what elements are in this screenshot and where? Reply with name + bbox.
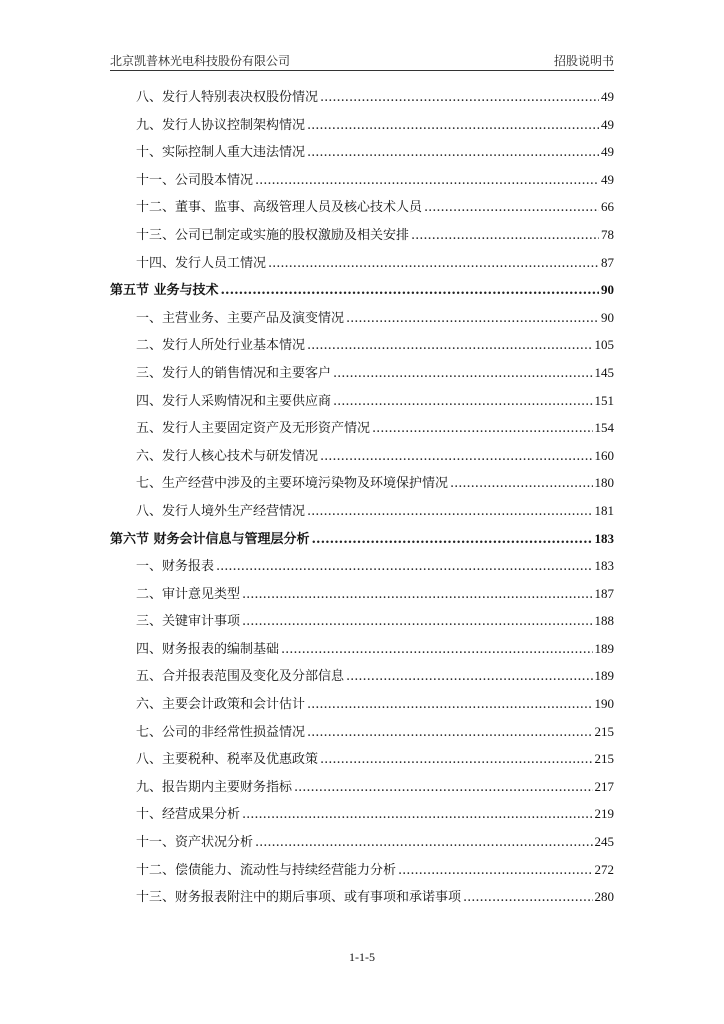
toc-dot-leader — [242, 807, 592, 822]
toc-entry[interactable] — [110, 776, 614, 804]
toc-entry-page: 187 — [594, 585, 614, 601]
toc-entry[interactable] — [110, 196, 614, 224]
toc-entry[interactable] — [110, 362, 614, 390]
toc-entry-title: 十四、发行人员工情况 — [136, 255, 267, 271]
toc-entry-title: 八、发行人境外生产经营情况 — [136, 503, 306, 519]
toc-entry-page: 181 — [594, 502, 614, 518]
toc-entry[interactable] — [110, 555, 614, 583]
toc-entry[interactable] — [110, 252, 614, 280]
toc-entry-title: 二、审计意见类型 — [136, 586, 241, 602]
page-number: 1-1-5 — [349, 950, 375, 964]
toc-entry-page: 78 — [601, 226, 614, 242]
toc-dot-leader — [216, 559, 592, 574]
toc-entry-page: 49 — [601, 144, 614, 160]
toc-entry[interactable] — [110, 307, 614, 335]
toc-dot-leader — [333, 366, 592, 381]
toc-entry-title: 五、合并报表范围及变化及分部信息 — [136, 669, 345, 685]
toc-entry-title: 十三、公司已制定或实施的股权激励及相关安排 — [136, 227, 410, 243]
toc-entry-title: 二、发行人所处行业基本情况 — [136, 338, 306, 354]
toc-entry-title: 第五节 业务与技术 — [110, 283, 219, 299]
toc-entry-title: 一、财务报表 — [136, 559, 215, 575]
toc-entry[interactable] — [110, 334, 614, 362]
toc-entry[interactable] — [110, 638, 614, 666]
toc-entry-title: 六、发行人核心技术与研发情况 — [136, 448, 319, 464]
toc-entry-page: 189 — [594, 640, 614, 656]
toc-entry-title: 八、发行人特别表决权股份情况 — [136, 90, 319, 105]
toc-entry[interactable] — [110, 169, 614, 197]
toc-entry-title: 七、生产经营中涉及的主要环境污染物及环境保护情况 — [136, 476, 449, 492]
toc-entry-title: 九、发行人协议控制架构情况 — [136, 117, 306, 133]
toc-dot-leader — [320, 449, 592, 464]
toc-entry-page: 215 — [594, 723, 614, 739]
toc-entry-title: 六、主要会计政策和会计估计 — [136, 697, 306, 713]
toc-entry[interactable] — [110, 693, 614, 721]
toc-dot-leader — [268, 256, 599, 271]
toc-dot-leader — [255, 835, 592, 850]
toc-entry-page: 183 — [594, 558, 614, 574]
toc-section-entry[interactable] — [110, 528, 614, 556]
toc-entry-page: 215 — [594, 751, 614, 767]
toc-dot-leader — [242, 614, 592, 629]
toc-entry-title: 八、主要税种、税率及优惠政策 — [136, 752, 319, 768]
toc-entry[interactable] — [110, 445, 614, 473]
toc-dot-leader — [294, 780, 592, 795]
toc-entry-page: 66 — [601, 199, 614, 215]
toc-entry[interactable] — [110, 141, 614, 169]
toc-entry-title: 十三、财务报表附注中的期后事项、或有事项和承诺事项 — [136, 890, 462, 906]
toc-dot-leader — [463, 890, 592, 905]
toc-dot-leader — [307, 725, 592, 740]
toc-dot-leader — [307, 504, 592, 519]
toc-dot-leader — [312, 532, 593, 547]
toc-entry-page: 105 — [594, 337, 614, 353]
toc-dot-leader — [424, 200, 599, 215]
toc-dot-leader — [307, 338, 592, 353]
toc-entry-title: 十、实际控制人重大违法情况 — [136, 145, 306, 161]
toc-entry[interactable] — [110, 721, 614, 749]
toc-entry-page: 217 — [594, 778, 614, 794]
toc-entry-title: 三、发行人的销售情况和主要客户 — [136, 365, 332, 381]
toc-dot-leader — [346, 669, 592, 684]
toc-entry-page: 90 — [601, 309, 614, 325]
toc-entry-page: 49 — [601, 89, 614, 104]
toc-entry-title: 一、主营业务、主要产品及演变情况 — [136, 310, 345, 326]
toc-entry-page: 245 — [594, 834, 614, 850]
toc-dot-leader — [320, 752, 592, 767]
page-header — [110, 50, 614, 71]
toc-entry-title: 十二、董事、监事、高级管理人员及核心技术人员 — [136, 200, 423, 216]
toc-dot-leader — [307, 145, 599, 160]
toc-entry-page: 160 — [594, 447, 614, 463]
toc-dot-leader — [372, 421, 592, 436]
toc-entry-title: 四、财务报表的编制基础 — [136, 641, 280, 657]
toc-entry[interactable] — [110, 859, 614, 887]
toc-entry-title: 七、公司的非经常性损益情况 — [136, 724, 306, 740]
toc-entry-page: 190 — [594, 696, 614, 712]
toc-entry[interactable] — [110, 417, 614, 445]
toc-entry[interactable] — [110, 390, 614, 418]
toc-dot-leader — [398, 863, 592, 878]
toc-entry-page: 219 — [594, 806, 614, 822]
toc-dot-leader — [307, 118, 599, 133]
company-name: 北京凯普林光电科技股份有限公司 — [110, 54, 291, 68]
toc-entry-page: 145 — [594, 364, 614, 380]
toc-entry-title: 十二、偿债能力、流动性与持续经营能力分析 — [136, 862, 397, 878]
toc-entry-title: 三、关键审计事项 — [136, 614, 241, 630]
toc-entry-page: 154 — [594, 420, 614, 436]
toc-dot-leader — [255, 173, 599, 188]
toc-entry-page: 90 — [601, 282, 614, 298]
toc-entry[interactable] — [110, 610, 614, 638]
toc-entry-page: 272 — [594, 861, 614, 877]
toc-entry-page: 87 — [601, 254, 614, 270]
toc-entry-page: 49 — [601, 171, 614, 187]
toc-entry-page: 189 — [594, 668, 614, 684]
toc-entry[interactable] — [110, 803, 614, 831]
toc-entry-page: 183 — [594, 530, 614, 546]
toc-entry[interactable] — [110, 224, 614, 252]
toc-entry-title: 五、发行人主要固定资产及无形资产情况 — [136, 421, 371, 437]
toc-dot-leader — [333, 394, 592, 409]
toc-dot-leader — [307, 697, 592, 712]
toc-entry-page: 151 — [594, 392, 614, 408]
toc-entry[interactable] — [110, 748, 614, 776]
toc-entry[interactable] — [110, 583, 614, 611]
toc-dot-leader — [346, 311, 599, 326]
toc-entry[interactable] — [110, 86, 614, 114]
toc-dot-leader — [450, 476, 592, 491]
toc-dot-leader — [320, 90, 599, 105]
toc-dot-leader — [242, 587, 592, 602]
toc-entry-title: 十一、公司股本情况 — [136, 172, 254, 188]
toc-entry-page: 180 — [594, 475, 614, 491]
toc-entry-title: 十一、资产状况分析 — [136, 835, 254, 851]
document-type: 招股说明书 — [553, 54, 614, 68]
table-of-contents — [110, 86, 614, 914]
toc-entry-page: 188 — [594, 613, 614, 629]
toc-dot-leader — [281, 642, 592, 657]
toc-entry[interactable] — [110, 472, 614, 500]
toc-entry[interactable] — [110, 500, 614, 528]
toc-entry-page: 280 — [594, 889, 614, 905]
toc-section-entry[interactable] — [110, 279, 614, 307]
toc-entry[interactable] — [110, 114, 614, 142]
toc-entry-title: 四、发行人采购情况和主要供应商 — [136, 393, 332, 409]
toc-entry[interactable] — [110, 665, 614, 693]
toc-entry-page: 49 — [601, 116, 614, 132]
toc-entry[interactable] — [110, 831, 614, 859]
toc-entry-title: 第六节 财务会计信息与管理层分析 — [110, 531, 310, 547]
toc-entry-title: 九、报告期内主要财务指标 — [136, 779, 293, 795]
toc-entry-title: 十、经营成果分析 — [136, 807, 241, 823]
toc-dot-leader — [221, 283, 599, 298]
toc-entry[interactable] — [110, 886, 614, 914]
toc-dot-leader — [411, 228, 599, 243]
